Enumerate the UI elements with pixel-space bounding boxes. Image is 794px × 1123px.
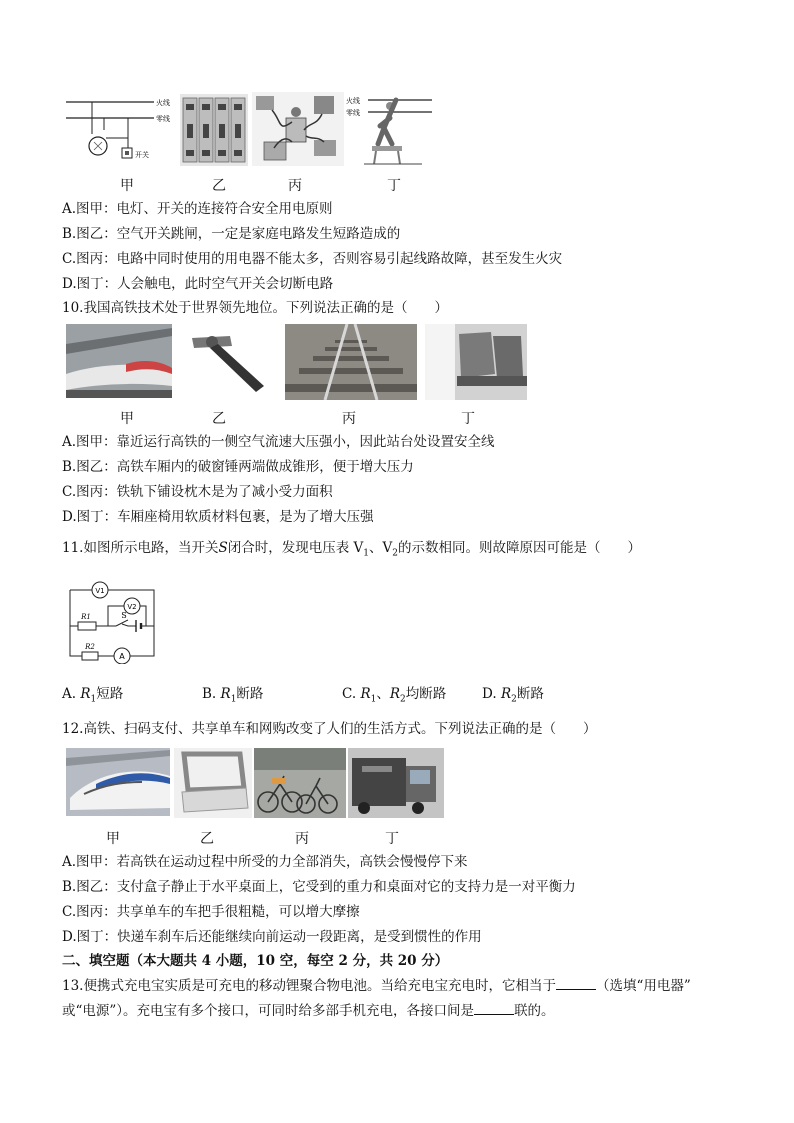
q13-answer-blank-1[interactable] — [556, 977, 596, 990]
q12-figure-bing — [254, 748, 346, 818]
q10-stem: 10.我国高铁技术处于世界领先地位。下列说法正确的是（ ） — [62, 300, 448, 316]
q10-caption-jia: 甲 — [120, 411, 134, 427]
fire-line-label: 火线 — [156, 99, 170, 107]
q11-b-r: R — [220, 686, 231, 702]
q10-option-a: A.图甲：靠近运行高铁的一侧空气流速大压强小，因此站台处设置安全线 — [62, 434, 495, 450]
q9-caption-jia: 甲 — [120, 178, 134, 194]
q11-option-b — [202, 685, 263, 709]
q9-option-d: D.图丁：人会触电，此时空气开关会切断电路 — [62, 276, 334, 292]
q13-line2-pre: 或“电源”）。充电宝有多个接口，可同时给多部手机充电，各接口间是 — [62, 1003, 475, 1019]
q11-c-r2: R — [389, 686, 401, 702]
q10-figure-yi — [184, 326, 274, 400]
q9-caption-bing: 丙 — [288, 178, 302, 194]
q11-c-r1: R — [360, 686, 371, 702]
v1-meter-label: V1 — [95, 587, 105, 595]
q9-caption-yi: 乙 — [212, 178, 226, 194]
q10-figure-jia — [66, 324, 172, 398]
q10-caption-bing: 丙 — [342, 411, 356, 427]
q11-stem-pre: 11.如图所示电路，当开关 — [62, 540, 219, 556]
q9-figure-ding — [344, 92, 434, 166]
q10-option-c: C.图丙：铁轨下铺设枕木是为了减小受力面积 — [62, 484, 333, 500]
q12-option-b: B.图乙：支付盒子静止于水平桌面上，它受到的重力和桌面对它的支持力是一对平衡力 — [62, 879, 576, 895]
q9-figure-yi — [180, 94, 248, 166]
q11-circuit-diagram — [64, 578, 162, 664]
q12-option-a: A.图甲：若高铁在运动过程中所受的力全部消失，高铁会慢慢停下来 — [62, 854, 468, 870]
q12-caption-jia: 甲 — [106, 831, 120, 847]
q12-caption-yi: 乙 — [200, 831, 214, 847]
q11-b-post: 断路 — [236, 686, 264, 702]
q9-option-a: A.图甲：电灯、开关的连接符合安全用电原则 — [62, 201, 333, 217]
fire-line-label-2: 火线 — [346, 97, 360, 105]
r2-label: R2 — [85, 643, 95, 651]
q11-d-sub: 2 — [511, 694, 517, 705]
q10-caption-yi: 乙 — [212, 411, 226, 427]
q11-d-pre: D. — [482, 686, 497, 702]
q11-c-pre: C. — [342, 686, 357, 702]
switch-label: 开关 — [135, 151, 149, 159]
q12-stem: 12.高铁、扫码支付、共享单车和网购改变了人们的生活方式。下列说法正确的是（ ） — [62, 721, 597, 737]
q12-option-d: D.图丁：快递车刹车后还能继续向前运动一段距离，是受到惯性的作用 — [62, 929, 482, 945]
q11-stem-mid: 闭合时，发现电压表 V — [227, 540, 364, 556]
q11-c-post: 均断路 — [405, 686, 447, 702]
q11-a-pre: A. — [62, 686, 77, 702]
q11-stem-sub2: 2 — [392, 548, 398, 559]
q13-line1-post: （选填“用电器” — [595, 978, 691, 994]
q9-figure-bing — [252, 92, 344, 166]
q11-b-pre: B. — [202, 686, 217, 702]
q11-a-sub: 1 — [90, 694, 97, 705]
q12-caption-bing: 丙 — [295, 831, 309, 847]
q11-c-sub2: 2 — [400, 694, 406, 705]
q11-option-a — [62, 685, 123, 709]
q11-d-r: R — [500, 686, 512, 702]
q12-figure-ding — [348, 748, 444, 818]
neutral-line-label-2: 零线 — [346, 109, 360, 117]
q11-c-sub1: 1 — [370, 694, 377, 705]
v2-meter-label: V2 — [127, 603, 137, 611]
q13-line1-pre: 13.便携式充电宝实质是可充电的移动锂聚合物电池。当给充电宝充电时，它相当于 — [62, 978, 556, 994]
q10-figure-ding — [425, 324, 527, 400]
q13-line1 — [62, 977, 691, 995]
q12-option-c: C.图丙：共享单车的车把手很粗糙，可以增大摩擦 — [62, 904, 360, 920]
q11-a-post: 短路 — [96, 686, 124, 702]
q11-d-post: 断路 — [516, 686, 544, 702]
q9-figure-jia — [62, 92, 174, 168]
q13-line2 — [62, 1002, 555, 1020]
q10-caption-ding: 丁 — [461, 411, 475, 427]
q10-figure-bing — [285, 324, 417, 400]
r1-label: R1 — [81, 613, 91, 621]
q10-option-d: D.图丁：车厢座椅用软质材料包裹，是为了增大压强 — [62, 509, 374, 525]
q11-stem — [62, 539, 641, 563]
q11-stem-sep: 、V — [369, 540, 393, 556]
q9-option-b: B.图乙：空气开关跳闸，一定是家庭电路发生短路造成的 — [62, 226, 401, 242]
q11-option-c — [342, 685, 446, 709]
q11-a-r: R — [80, 686, 91, 702]
q9-option-c: C.图丙：电路中同时使用的用电器不能太多，否则容易引起线路故障，甚至发生火灾 — [62, 251, 563, 267]
ammeter-label: A — [119, 652, 125, 661]
q11-stem-sub1: 1 — [363, 548, 370, 559]
q12-caption-ding: 丁 — [385, 831, 399, 847]
section-fill-in-heading: 二、填空题（本大题共 4 小题，10 空，每空 2 分，共 20 分） — [62, 953, 449, 969]
q11-c-mid: 、 — [376, 686, 390, 702]
q13-answer-blank-2[interactable] — [474, 1002, 514, 1015]
q11-b-sub: 1 — [230, 694, 237, 705]
q13-line2-post: 联的。 — [514, 1003, 555, 1019]
q11-stem-post: 的示数相同。则故障原因可能是（ ） — [398, 540, 641, 556]
q10-option-b: B.图乙：高铁车厢内的破窗锤两端做成锥形，便于增大压力 — [62, 459, 414, 475]
neutral-line-label: 零线 — [156, 115, 170, 123]
q11-stem-s: S — [218, 540, 228, 556]
switch-s-label: S — [121, 611, 127, 620]
q9-caption-ding: 丁 — [387, 178, 401, 194]
q12-figure-jia — [66, 748, 170, 816]
q12-figure-yi — [174, 748, 252, 818]
q11-option-d — [482, 685, 544, 709]
